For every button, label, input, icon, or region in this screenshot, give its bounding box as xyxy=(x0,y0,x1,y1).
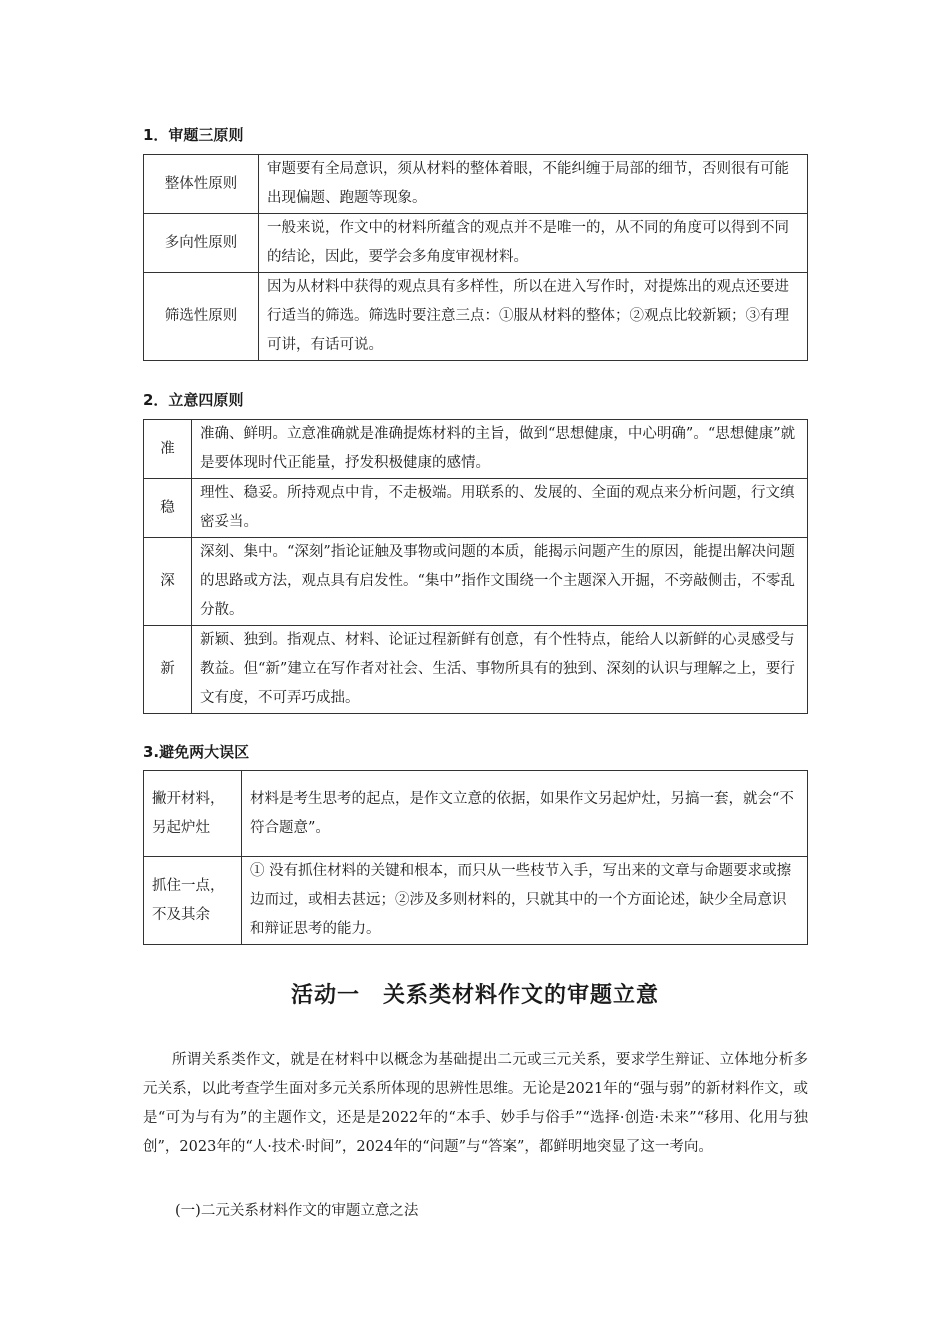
row-label: 深 xyxy=(144,538,192,626)
row-label: 筛选性原则 xyxy=(144,273,259,361)
principles-table-2 xyxy=(143,419,808,714)
pitfalls-table xyxy=(143,770,808,945)
table-row xyxy=(144,214,808,273)
row-label: 新 xyxy=(144,626,192,714)
table-row xyxy=(144,538,808,626)
table-row xyxy=(144,155,808,214)
row-text: 理性、稳妥。所持观点中肯，不走极端。用联系的、发展的、全面的观点来分析问题，行文缜密妥当。 xyxy=(192,479,808,538)
activity-title: 活动一 关系类材料作文的审题立意 xyxy=(290,983,659,1008)
row-text: 新颖、独到。指观点、材料、论证过程新鲜有创意，有个性特点，能给人以新鲜的心灵感受与教益。但“新”建立在写作者对社会、生活、事物所具有的独到、深刻的认识与理解之上，要行文有度，不可弄巧成拙。 xyxy=(192,626,808,714)
row-label: 整体性原则 xyxy=(144,155,259,214)
row-label: 稳 xyxy=(144,479,192,538)
section3-heading: 3.避免两大误区 xyxy=(143,743,250,761)
table-row xyxy=(144,626,808,714)
section2-heading: 2．立意四原则 xyxy=(143,391,244,409)
row-text: 因为从材料中获得的观点具有多样性，所以在进入写作时，对提炼出的观点还要进行适当的筛选。筛选时要注意三点：①服从材料的整体；②观点比较新颖；③有理可讲，有话可说。 xyxy=(259,273,808,361)
row-label: 准 xyxy=(144,420,192,479)
row-label: 抓住一点，不及其余 xyxy=(144,857,242,945)
section1-heading: 1．审题三原则 xyxy=(143,126,244,144)
subheading: (一)二元关系材料作文的审题立意之法 xyxy=(175,1203,419,1219)
table-row xyxy=(144,857,808,945)
row-text: 审题要有全局意识，须从材料的整体着眼，不能纠缠于局部的细节，否则很有可能出现偏题、跑题等现象。 xyxy=(259,155,808,214)
table-row xyxy=(144,479,808,538)
row-text: 深刻、集中。“深刻”指论证触及事物或问题的本质，能揭示问题产生的原因，能提出解决问题的思路或方法，观点具有启发性。“集中”指作文围绕一个主题深入开掘，不旁敲侧击，不零乱分散。 xyxy=(192,538,808,626)
table-row xyxy=(144,771,808,857)
row-label: 多向性原则 xyxy=(144,214,259,273)
row-text: 材料是考生思考的起点，是作文立意的依据，如果作文另起炉灶，另搞一套，就会“不符合题意”。 xyxy=(242,771,808,857)
row-text: 一般来说，作文中的材料所蕴含的观点并不是唯一的，从不同的角度可以得到不同的结论，因此，要学会多角度审视材料。 xyxy=(259,214,808,273)
table-row xyxy=(144,420,808,479)
row-label: 撇开材料，另起炉灶 xyxy=(144,771,242,857)
table-row xyxy=(144,273,808,361)
principles-table-1 xyxy=(143,154,808,361)
row-text: 准确、鲜明。立意准确就是准确提炼材料的主旨，做到“思想健康，中心明确”。“思想健康”就是要体现时代正能量，抒发积极健康的感情。 xyxy=(192,420,808,479)
intro-paragraph: 所谓关系类作文，就是在材料中以概念为基础提出二元或三元关系，要求学生辩证、立体地分析多元关系，以此考查学生面对多元关系所体现的思辨性思维。无论是2021年的“强与弱”的新材料作文，或是“可为与有为”的主题作文，还是是2022年的“本手、妙手与俗手”“选择·创造·未来”“移用、化用与独创”，2023年的“人·技术·时间”，2024年的“问题”与“答案”，都鲜明地突显了这一考向。 xyxy=(143,1052,808,1155)
row-text: ① 没有抓住材料的关键和根本，而只从一些枝节入手，写出来的文章与命题要求或擦边而过，或相去甚远；②涉及多则材料的，只就其中的一个方面论述，缺少全局意识和辩证思考的能力。 xyxy=(242,857,808,945)
